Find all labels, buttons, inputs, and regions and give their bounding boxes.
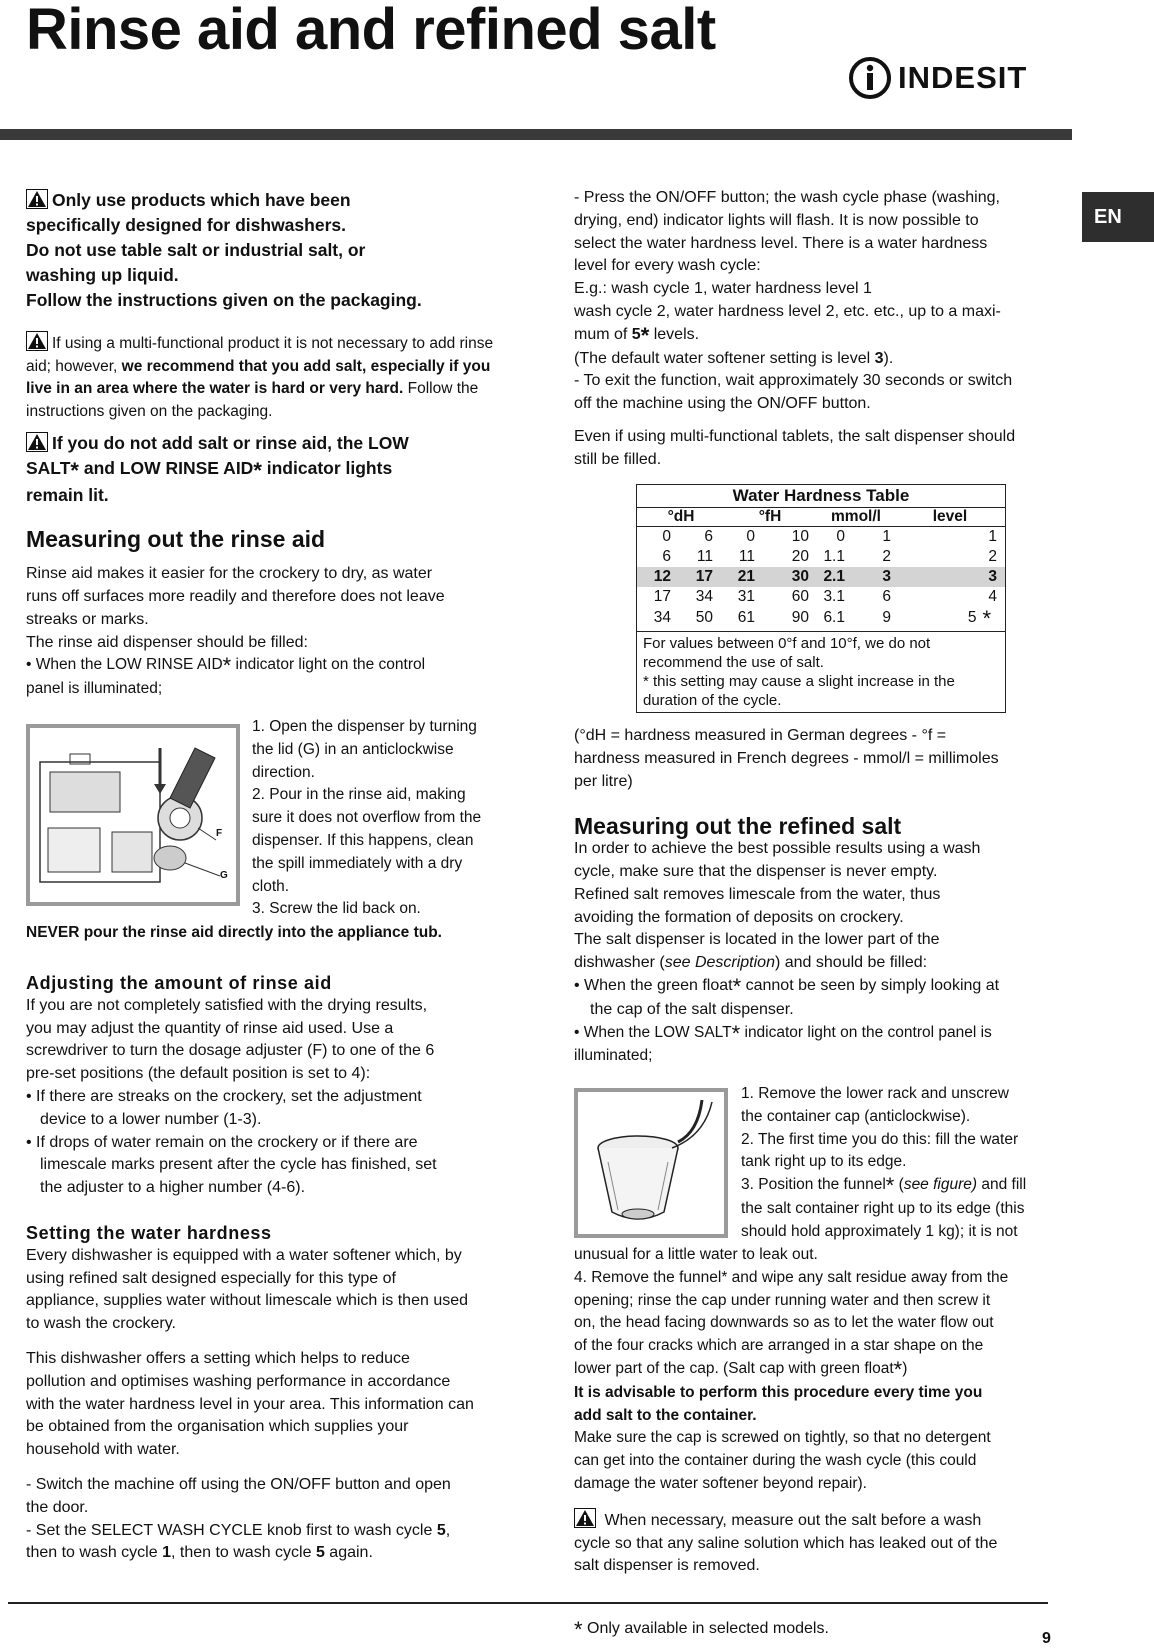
column-header: mmol/l: [831, 508, 881, 525]
text-bold: we recommend that you add salt, especially if you live in an area where the water is hard or very hard.: [26, 357, 491, 398]
table-cell: 1: [882, 528, 891, 545]
table-cell: 2.1: [823, 568, 845, 585]
text-bold: 5: [436, 1521, 446, 1539]
text: panel is illuminated;: [26, 680, 163, 698]
text: using refined salt designed especially for this type of: [26, 1269, 396, 1287]
text: If you are not completely satisfied with the drying results,: [26, 996, 428, 1014]
rinse-intro: [26, 563, 516, 701]
text-bold: add salt to the container.: [574, 1406, 757, 1424]
text: Make sure the cap is screwed on tightly, so that no detergent: [574, 1429, 991, 1447]
text: This dishwasher offers a setting which helps to reduce: [26, 1349, 410, 1367]
text: cloth.: [252, 877, 290, 895]
column-header: °fH: [758, 508, 782, 525]
text: - To exit the function, wait approximately 30 seconds or switch: [574, 372, 1013, 390]
text: still be filled.: [574, 450, 662, 468]
text: unusual for a little water to leak out.: [574, 1246, 818, 1263]
heading-water-hardness: Setting the water hardness: [26, 1222, 272, 1243]
table-row: [637, 527, 1005, 547]
table-cell: 2: [988, 548, 997, 565]
text: • When the LOW RINSE AID: [26, 656, 223, 674]
text: device to a lower number (1-3).: [40, 1110, 262, 1128]
table-note: [637, 631, 1005, 712]
text: cycle so that any saline solution which has leaked out of the: [574, 1534, 998, 1552]
text: levels.: [649, 325, 700, 343]
indesit-logo-icon: [848, 56, 892, 100]
text: the lid (G) in an anticlockwise: [252, 740, 454, 758]
text: select the water hardness level. There is a water hardness: [574, 234, 988, 252]
text: - Set the SELECT WASH CYCLE knob first to wash cycle: [26, 1521, 437, 1539]
rinse-never-warning: NEVER pour the rinse aid directly into the appliance tub.: [26, 924, 442, 941]
text: ).: [883, 349, 894, 367]
text: , then to wash cycle: [170, 1544, 316, 1562]
text: recommend the use of salt.: [643, 654, 824, 671]
table-cell: 3: [988, 568, 997, 585]
rinse-steps: [252, 716, 522, 921]
warning-line: Follow the instructions given on the packaging.: [26, 290, 422, 310]
text: then to wash cycle: [26, 1544, 163, 1562]
warning-products: [26, 188, 516, 313]
text: should hold approximately 1 kg); it is not: [741, 1222, 1018, 1240]
text: In order to achieve the best possible results using a wash: [574, 840, 981, 858]
table-cell: 1: [988, 528, 997, 545]
table-cell: 3: [882, 568, 891, 585]
right-column: [574, 187, 1070, 472]
text: the cap of the salt dispenser.: [590, 1000, 794, 1018]
rinse-aid-dispenser-figure: [26, 724, 240, 906]
table-cell: 34: [695, 588, 713, 605]
text: 1. Remove the lower rack and unscrew: [741, 1085, 1009, 1102]
text: ) and should be filled:: [774, 954, 928, 972]
heading-refined-salt: Measuring out the refined salt: [574, 813, 902, 840]
text: pre-set positions (the default position is set to 4):: [26, 1065, 371, 1083]
text: opening; rinse the cap under running water and then screw it: [574, 1291, 991, 1309]
asterisk: *: [731, 1020, 741, 1046]
warning-indicators: [26, 431, 496, 508]
table-cell: 6: [882, 588, 891, 605]
text: The rinse aid dispenser should be filled:: [26, 633, 308, 651]
text: * this setting may cause a slight increase in the: [643, 673, 955, 690]
asterisk: *: [222, 653, 232, 679]
table-cell: 31: [737, 588, 755, 605]
text-bold: It is advisable to perform this procedure every time you: [574, 1383, 983, 1401]
text: again.: [324, 1544, 373, 1562]
text: wash cycle 2, water hardness level 2, etc. etc., up to a maxi-: [574, 302, 1001, 320]
text: of the four cracks which are arranged in a star shape on the: [574, 1337, 984, 1355]
text: SALT: [26, 458, 71, 479]
warning-icon: [26, 189, 48, 209]
label-g: G: [220, 870, 228, 881]
table-cell: 17: [653, 588, 671, 605]
text: household with water.: [26, 1441, 180, 1459]
text: can get into the container during the wash cycle (this could: [574, 1452, 977, 1470]
text: For values between 0°f and 10°f, we do not: [643, 635, 931, 652]
asterisk: *: [253, 458, 262, 484]
asterisk: *: [982, 606, 991, 631]
asterisk: *: [640, 322, 650, 348]
footnote: [574, 1618, 829, 1642]
text: indicator light on the control panel is: [740, 1023, 992, 1041]
text-bold: 5: [631, 325, 641, 343]
warning-icon: [574, 1508, 596, 1528]
text: 2. Pour in the rinse aid, making: [252, 786, 466, 804]
text: damage the water softener beyond repair).: [574, 1474, 867, 1492]
table-cell: 30: [791, 568, 809, 585]
text: • When the green float: [574, 976, 733, 994]
warning-line: specifically designed for dishwashers.: [26, 215, 346, 235]
text: cycle, make sure that the dispenser is never empty.: [574, 862, 938, 880]
salt-steps-continued: [574, 1244, 1074, 1578]
table-cell: 10: [791, 528, 809, 545]
label-f: F: [216, 828, 223, 839]
text: and fill: [977, 1176, 1027, 1194]
text: Every dishwasher is equipped with a water softener which, by: [26, 1246, 462, 1264]
asterisk: *: [893, 1356, 903, 1382]
text: Refined salt removes limescale from the water, thus: [574, 885, 941, 903]
asterisk: *: [732, 973, 742, 999]
text: ,: [445, 1521, 451, 1539]
brand-name: INDESIT: [898, 60, 1028, 95]
table-cell: 6.1: [823, 609, 845, 626]
text: • If there are streaks on the crockery, set the adjustment: [26, 1087, 422, 1105]
header-divider: [0, 129, 1072, 140]
table-cell: 2: [882, 548, 891, 565]
text-bold: 1: [162, 1544, 171, 1562]
text: The salt dispenser is located in the lower part of the: [574, 931, 940, 949]
text: pollution and optimises washing performance in accordance: [26, 1372, 451, 1390]
table-row: [637, 547, 1005, 567]
text: - Press the ON/OFF button; the wash cycle phase (washing,: [574, 189, 1000, 206]
footnote-text: Only available in selected models.: [582, 1620, 829, 1637]
text: E.g.: wash cycle 1, water hardness level 1: [574, 280, 872, 298]
text: streaks or marks.: [26, 610, 149, 628]
text: with the water hardness level in your area. This information can: [26, 1395, 474, 1413]
table-cell: 0: [746, 528, 755, 545]
text: (The default water softener setting is level: [574, 349, 875, 367]
asterisk: *: [885, 1173, 895, 1199]
text: the spill immediately with a dry: [252, 854, 463, 872]
table-cell: 60: [791, 588, 809, 605]
table-cell: 1.1: [823, 548, 845, 565]
table-cell: 3.1: [823, 588, 845, 605]
text: avoiding the formation of deposits on crockery.: [574, 908, 904, 926]
text: be obtained from the organisation which supplies your: [26, 1418, 409, 1436]
warning-line: washing up liquid.: [26, 265, 179, 285]
warning-icon: [26, 432, 48, 452]
table-cell: 21: [737, 568, 755, 585]
text: Follow the instructions given on the packaging.: [26, 380, 479, 420]
table-cell: 11: [738, 548, 755, 565]
column-header: °dH: [667, 508, 695, 525]
page-number: 9: [1042, 1630, 1051, 1647]
text: illuminated;: [574, 1047, 653, 1065]
table-cell: 20: [791, 548, 809, 565]
text: - Switch the machine off using the ON/OFF button and open: [26, 1475, 451, 1493]
text: • When the LOW SALT: [574, 1023, 732, 1041]
text-bold: 5: [315, 1544, 325, 1562]
text: indicator light on the control: [231, 656, 426, 674]
warning-line: Only use products which have been: [52, 190, 351, 210]
text: lower part of the cap. (Salt cap with green float: [574, 1359, 894, 1377]
text: 3. Position the funnel: [741, 1176, 886, 1194]
table-cell: 50: [695, 609, 713, 626]
table-cell: 6: [704, 528, 713, 545]
text: 1. Open the dispenser by turning: [252, 718, 477, 735]
table-title: Water Hardness Table: [637, 485, 1005, 508]
salt-steps: [741, 1083, 1071, 1244]
text: Even if using multi-functional tablets, the salt dispenser should: [574, 427, 1016, 445]
text: remain lit.: [26, 485, 109, 506]
table-cell: 61: [737, 609, 755, 626]
text: • If drops of water remain on the crockery or if there are: [26, 1133, 418, 1151]
text: on, the head facing downwards so as to let the water flow out: [574, 1314, 994, 1332]
asterisk: *: [574, 1617, 583, 1642]
text: indicator lights: [261, 458, 393, 479]
brand-logo: [848, 56, 1027, 100]
table-cell: 0: [662, 528, 671, 545]
warning-icon: [26, 331, 48, 351]
text: dishwasher (: [574, 954, 665, 972]
text: the adjuster to a higher number (4-6).: [40, 1179, 306, 1197]
page-title: Rinse aid and refined salt: [26, 0, 716, 62]
heading-rinse-aid: Measuring out the rinse aid: [26, 526, 326, 553]
text-bold: 3: [874, 349, 884, 367]
table-header: [637, 508, 1005, 527]
text: screwdriver to turn the dosage adjuster (F) to one of the 6: [26, 1042, 435, 1060]
text: tank right up to its edge.: [741, 1153, 907, 1171]
text: (°dH = hardness measured in German degrees - °f =: [574, 727, 947, 744]
text: Rinse aid makes it easier for the crockery to dry, as water: [26, 565, 433, 583]
text: 4. Remove the funnel* and wipe any salt residue away from the: [574, 1268, 1009, 1286]
water-hardness-table: [636, 484, 1006, 713]
text: you may adjust the quantity of rinse aid used. Use a: [26, 1019, 394, 1037]
footer-divider: [8, 1602, 1048, 1604]
table-cell: 11: [696, 548, 713, 565]
text: the container cap (anticlockwise).: [741, 1107, 971, 1125]
table-cell: 17: [695, 568, 713, 585]
text: level for every wash cycle:: [574, 257, 761, 275]
text: and LOW RINSE AID: [78, 458, 254, 479]
text: 2. The first time you do this: fill the water: [741, 1130, 1019, 1148]
salt-funnel-figure: [574, 1088, 728, 1238]
table-cell: 0: [836, 528, 845, 545]
table-cell: 34: [653, 609, 671, 626]
text: drying, end) indicator lights will flash. It is now possible to: [574, 211, 979, 229]
table-row: [637, 587, 1005, 607]
text: If using a multi-functional product it is not necessary to add rinse aid; however,: [26, 335, 494, 375]
table-row: [637, 607, 1005, 631]
text: limescale marks present after the cycle has finished, set: [40, 1156, 437, 1174]
asterisk: *: [70, 458, 79, 484]
warning-salt: [574, 1508, 1074, 1578]
text: dispenser. If this happens, clean: [252, 831, 474, 849]
text: off the machine using the ON/OFF button.: [574, 395, 871, 413]
table-cell: 5: [967, 609, 977, 626]
text: appliance, supplies water without limescale which is then used: [26, 1292, 469, 1310]
table-cell: 9: [882, 609, 891, 626]
warning-line: Do not use table salt or industrial salt, or: [26, 240, 366, 260]
language-tab: EN: [1082, 192, 1154, 242]
column-header: level: [932, 508, 968, 525]
text: mum of: [574, 325, 632, 343]
heading-adjusting: Adjusting the amount of rinse aid: [26, 973, 332, 993]
table-cell: 6: [662, 548, 671, 565]
text: direction.: [252, 763, 315, 781]
warning-multifunction: [26, 331, 508, 423]
text: cannot be seen by simply looking at: [741, 976, 1000, 994]
left-column-lower: [26, 972, 526, 1565]
text: 3. Screw the lid back on.: [252, 900, 421, 918]
text: runs off surfaces more readily and therefore does not leave: [26, 587, 445, 605]
text-italic: see figure): [903, 1176, 978, 1194]
text: the salt container right up to its edge (this: [741, 1199, 1025, 1217]
table-cell: 90: [791, 609, 809, 626]
table-cell: 4: [988, 588, 997, 605]
text: per litre): [574, 772, 633, 790]
text: If you do not add salt or rinse aid, the LOW: [52, 433, 409, 454]
text: duration of the cycle.: [643, 692, 782, 709]
table-cell: 12: [653, 568, 671, 585]
text: salt dispenser is removed.: [574, 1557, 760, 1575]
dispenser-illustration: [30, 728, 236, 902]
text-italic: see Description: [664, 954, 775, 972]
left-column: [26, 188, 516, 701]
text: the door.: [26, 1498, 89, 1516]
text: (: [894, 1176, 904, 1194]
table-row-default: [637, 567, 1005, 587]
salt-container-illustration: [578, 1092, 724, 1234]
text: sure it does not overflow from the: [252, 809, 482, 827]
text: hardness measured in French degrees - mmol/l = millimoles: [574, 749, 999, 767]
text: ): [902, 1359, 908, 1377]
right-column-lower: [574, 725, 1070, 1068]
text: to wash the crockery.: [26, 1315, 176, 1333]
text: When necessary, measure out the salt before a wash: [600, 1511, 982, 1529]
